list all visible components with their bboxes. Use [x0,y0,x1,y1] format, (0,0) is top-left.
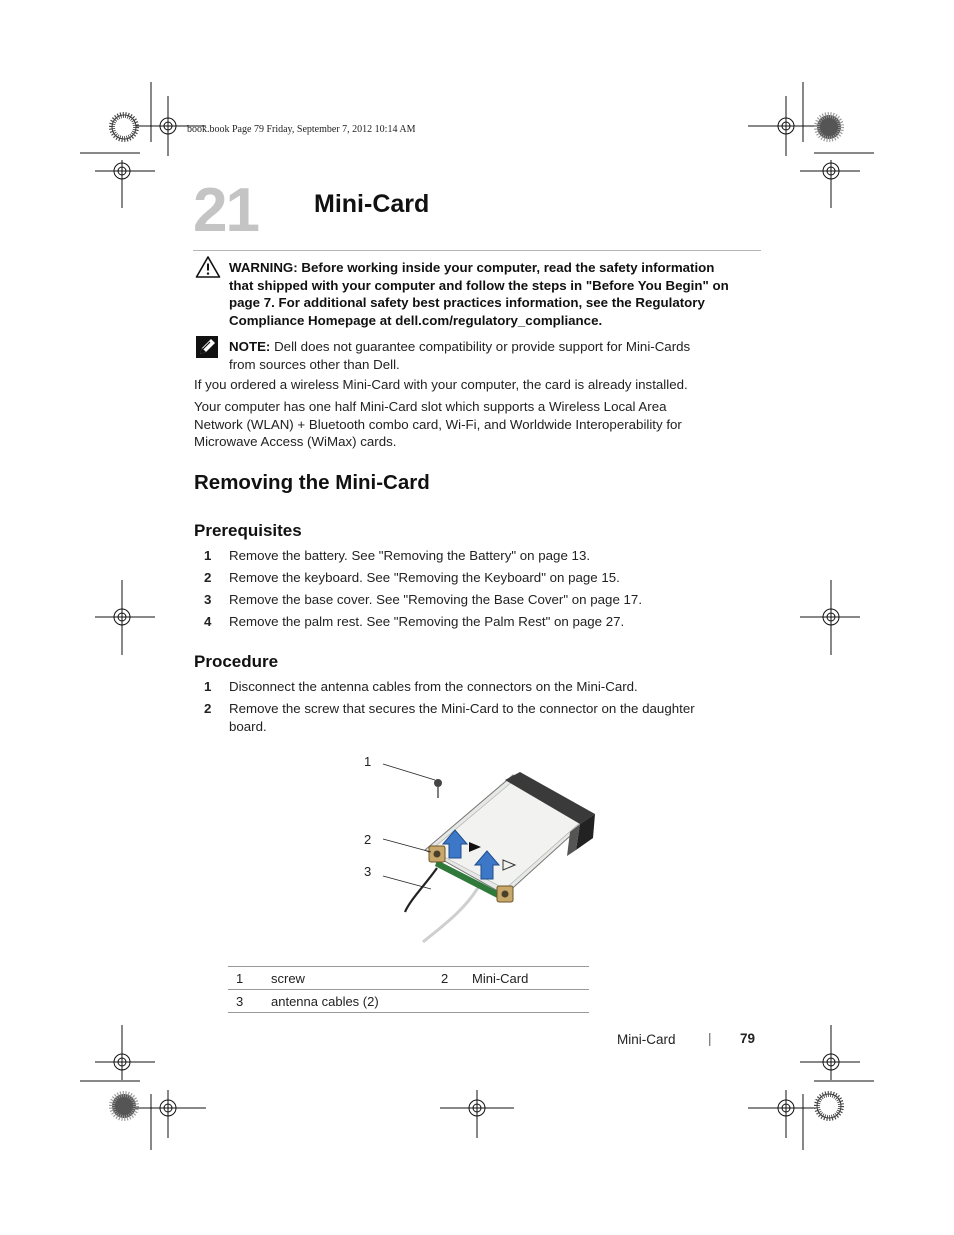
mini-card-illustration [355,750,615,950]
note-block [229,338,769,373]
prerequisite-step: 1 Remove the battery. See "Removing the Battery" on page 13. [204,548,591,563]
note-label: NOTE: [229,339,271,354]
warning-label: WARNING: [229,260,302,275]
part-label: Mini-Card [472,967,589,990]
warning-line-2: that shipped with your computer and follow the steps in "Before You Begin" on [229,277,729,293]
parts-legend-table [228,966,589,1013]
prerequisites-heading: Prerequisites [194,521,302,540]
procedure-heading: Procedure [194,652,279,671]
figure-callout-1: 1 [364,754,372,769]
prerequisite-step: 4 Remove the palm rest. See "Removing the Palm Rest" on page 27. [204,614,625,629]
chapter-rule [193,250,761,251]
page-number: 79 [740,1031,756,1046]
warning-block [229,259,769,329]
part-number: 3 [228,990,271,1013]
procedure-step: 1 Disconnect the antenna cables from the connectors on the Mini-Card. [204,679,638,694]
section-title: Removing the Mini-Card [194,471,430,494]
chapter-number: 21 [193,176,258,245]
note-line-1: NOTE: Dell does not guarantee compatibility or provide support for Mini-Cards [229,339,691,354]
part-label: antenna cables (2) [271,990,441,1013]
procedure-step: 2 Remove the screw that secures the Mini-Card to the connector on the daughter board. [204,701,695,734]
note-pencil-icon [196,336,218,363]
part-number: 1 [228,967,271,990]
table-row [228,967,589,990]
warning-line-4: Compliance Homepage at dell.com/regulatory_compliance. [229,312,603,328]
print-slug: book.book Page 79 Friday, September 7, 2012 10:14 AM [187,124,416,135]
prerequisite-step: 3 Remove the base cover. See "Removing the Base Cover" on page 17. [204,592,643,607]
table-row [228,990,589,1013]
prerequisite-step: 2 Remove the keyboard. See "Removing the Keyboard" on page 15. [204,570,620,585]
warning-line-1: WARNING: Before working inside your computer, read the safety information [229,260,715,275]
part-number [441,990,472,1013]
footer-section-name: Mini-Card [617,1032,676,1047]
intro-paragraph-2: Your computer has one half Mini-Card slot which supports a Wireless Local Area Network (WLAN) + Bluetooth combo card, Wi-Fi, and Worldwide Interoperability for Microwave Access (WiMax) cards. [194,399,682,449]
warning-line-3: page 7. For additional safety best practices information, see the Regulatory [229,295,705,310]
note-line-2: from sources other than Dell. [229,356,400,372]
figure-callout-3: 3 [364,864,372,879]
footer-separator: | [708,1031,712,1046]
intro-paragraph-1: If you ordered a wireless Mini-Card with your computer, the card is already installed. [194,377,688,392]
figure-callout-2: 2 [364,832,372,847]
part-number: 2 [441,967,472,990]
warning-triangle-icon [195,255,221,284]
part-label [472,990,589,1013]
chapter-title: Mini-Card [314,190,430,218]
part-label: screw [271,967,441,990]
